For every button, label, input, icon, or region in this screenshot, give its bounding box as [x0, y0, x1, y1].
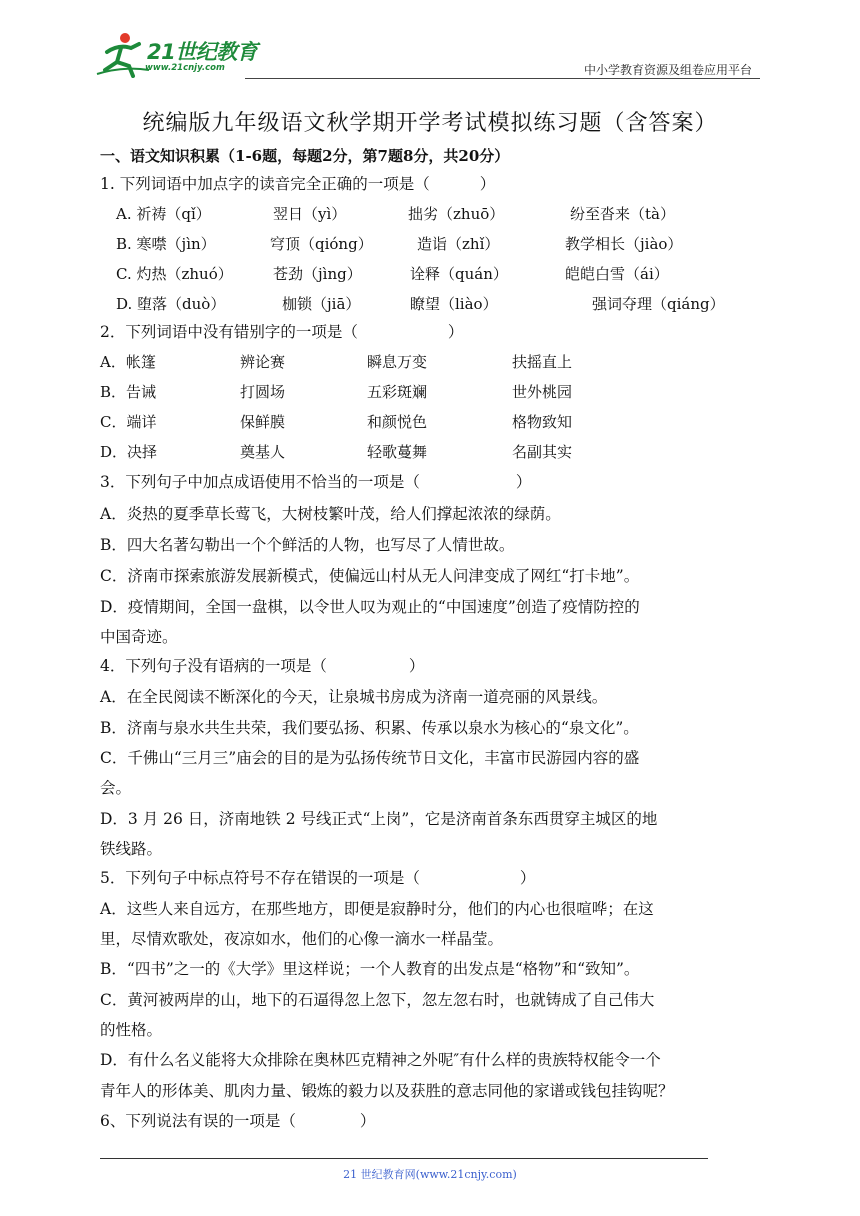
site-logo — [95, 30, 260, 78]
q3-stem-text: 3．下列句子中加点成语使用不恰当的一项是（ — [100, 473, 420, 491]
question-1-stem — [100, 173, 495, 195]
q4-stem-text: 4．下列句子没有语病的一项是（ — [100, 657, 327, 675]
q1-option-b-2: 穹顶（qióng） — [270, 235, 373, 253]
q1-option-d-2: 枷锁（jiā） — [282, 295, 361, 313]
q1-stem-text: 1. 下列词语中加点字的读音完全正确的一项是（ — [100, 175, 430, 193]
question-5-stem — [100, 867, 535, 889]
q1-option-c-4: 皑皑白雪（ái） — [565, 265, 669, 283]
q4-option-c-cont: 会。 — [100, 779, 132, 797]
question-2-stem — [100, 321, 463, 343]
q4-option-d: D．3 月 26 日，济南地铁 2 号线正式“上岗”，它是济南首条东西贯穿主城区的地 — [100, 810, 658, 828]
q2-stem-text: 2．下列词语中没有错别字的一项是（ — [100, 323, 358, 341]
q1-close: ） — [479, 175, 496, 193]
q2-option-b-2: 打圆场 — [240, 383, 286, 401]
logo-url: www.21cnjy.com — [145, 63, 225, 73]
q2-option-c-2: 保鲜膜 — [240, 413, 286, 431]
q3-option-c: C．济南市探索旅游发展新模式，使偏远山村从无人问津变成了网红“打卡地”。 — [100, 567, 640, 585]
q5-stem-text: 5．下列句子中标点符号不存在错误的一项是（ — [100, 869, 420, 887]
q2-option-b-3: 五彩斑斓 — [367, 383, 428, 401]
q5-option-d: D．有什么名义能将大众排除在奥林匹克精神之外呢″有什么样的贵族特权能令一个 — [100, 1051, 661, 1069]
q5-option-c: C．黄河被两岸的山，地下的石逼得忽上忽下，忽左忽右时，也就铸成了自己伟大 — [100, 991, 655, 1009]
q4-option-a: A．在全民阅读不断深化的今天，让泉城书房成为济南一道亮丽的风景线。 — [100, 688, 608, 706]
runner-logo-icon — [95, 30, 150, 78]
q4-option-d-cont: 铁线路。 — [100, 840, 163, 858]
q2-close: ） — [447, 323, 464, 341]
q2-option-c-3: 和颜悦色 — [367, 413, 428, 431]
q6-close: ） — [359, 1112, 376, 1130]
question-6-stem — [100, 1110, 375, 1132]
q5-close: ） — [519, 869, 536, 887]
q1-option-a-2: 翌日（yì） — [273, 205, 347, 223]
section-heading: 一、语文知识积累（1-6题，每题2分，第7题8分，共20分） — [100, 147, 510, 165]
footer-divider — [100, 1158, 708, 1159]
q3-option-d: D．疫情期间，全国一盘棋，以令世人叹为观止的“中国速度”创造了疫情防控的 — [100, 598, 640, 616]
footer-text: 21 世纪教育网(www.21cnjy.com) — [343, 1168, 517, 1181]
question-3-stem — [100, 471, 531, 493]
q1-option-d-1: D. 堕落（duò） — [116, 295, 226, 313]
question-4-stem — [100, 655, 424, 677]
logo-text: 21世纪教育 — [147, 40, 258, 64]
q1-option-d-4: 强词夺理（qiáng） — [592, 295, 725, 313]
q1-option-a-1: A. 祈祷（qǐ） — [116, 205, 211, 223]
page-header — [95, 30, 760, 80]
q3-close: ） — [515, 473, 532, 491]
document-title: 统编版九年级语文秋学期开学考试模拟练习题（含答案） — [142, 111, 718, 136]
q4-close: ） — [408, 657, 425, 675]
q2-option-a-4: 扶摇直上 — [512, 353, 573, 371]
q1-option-c-2: 苍劲（jìng） — [273, 265, 362, 283]
q3-option-b: B．四大名著勾勒出一个个鲜活的人物，也写尽了人情世故。 — [100, 536, 515, 554]
q2-option-d-2: 奠基人 — [240, 443, 286, 461]
q3-option-a: A．炎热的夏季草长莺飞，大树枝繁叶茂，给人们撑起浓浓的绿荫。 — [100, 505, 561, 523]
q1-option-b-4: 教学相长（jiào） — [565, 235, 683, 253]
q2-option-b-1: B．告诫 — [100, 383, 157, 401]
q2-option-c-1: C．端详 — [100, 413, 157, 431]
header-divider — [245, 78, 760, 79]
q4-option-c: C．千佛山“三月三”庙会的目的是为弘扬传统节日文化，丰富市民游园内容的盛 — [100, 749, 640, 767]
q5-option-d-cont: 青年人的形体美、肌肉力量、锻炼的毅力以及获胜的意志同他的家谱或钱包挂钩呢？ — [100, 1082, 674, 1100]
q2-option-c-4: 格物致知 — [512, 413, 573, 431]
q4-option-b: B．济南与泉水共生共荣，我们要弘扬、积累、传承以泉水为核心的“泉文化”。 — [100, 719, 639, 737]
q5-option-a: A．这些人来自远方，在那些地方，即便是寂静时分，他们的内心也很喧哗；在这 — [100, 900, 654, 918]
q1-option-a-4: 纷至沓来（tà） — [570, 205, 675, 223]
q2-option-a-1: A．帐篷 — [100, 353, 156, 371]
q2-option-d-1: D．决择 — [100, 443, 158, 461]
q2-option-b-4: 世外桃园 — [512, 383, 573, 401]
q3-option-d-cont: 中国奇迹。 — [100, 628, 178, 646]
q1-option-c-3: 诠释（quán） — [410, 265, 508, 283]
q2-option-d-4: 名副其实 — [512, 443, 573, 461]
q2-option-d-3: 轻歌蔓舞 — [367, 443, 428, 461]
q5-option-c-cont: 的性格。 — [100, 1021, 163, 1039]
q2-option-a-3: 瞬息万变 — [367, 353, 428, 371]
q2-option-a-2: 辨论赛 — [240, 353, 286, 371]
q5-option-a-cont: 里，尽情欢歌处，夜凉如水，他们的心像一滴水一样晶莹。 — [100, 930, 504, 948]
q1-option-a-3: 拙劣（zhuō） — [408, 205, 505, 223]
q1-option-d-3: 瞭望（liào） — [410, 295, 498, 313]
q6-stem-text: 6、下列说法有误的一项是（ — [100, 1112, 296, 1130]
q1-option-c-1: C. 灼热（zhuó） — [116, 265, 233, 283]
q5-option-b: B．“四书”之一的《大学》里这样说；一个人教育的出发点是“格物”和“致知”。 — [100, 960, 640, 978]
header-tagline: 中小学教育资源及组卷应用平台 — [583, 63, 752, 77]
q1-option-b-3: 造诣（zhǐ） — [417, 235, 500, 253]
q1-option-b-1: B. 寒噤（jìn） — [116, 235, 216, 253]
